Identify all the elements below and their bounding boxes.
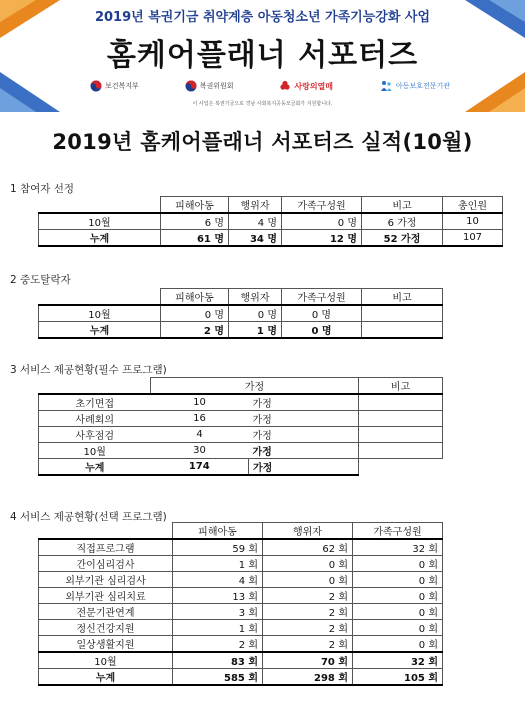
table-cell: 12 명 [282,230,362,247]
row-label: 사후점검 [39,427,151,443]
table-cell: 105 회 [353,669,443,686]
table-cell: 0 명 [282,213,362,230]
table-cell: 107 [443,230,503,247]
column-header: 피해아동 [173,523,263,540]
column-header: 행위자 [263,523,353,540]
table-cell: 1 회 [173,556,263,572]
row-label: 누계 [39,322,161,339]
table-cell: 4 명 [229,213,282,230]
table-cell: 52 가정 [362,230,443,247]
table-cell: 0 명 [282,305,362,322]
row-label: 전문기관연계 [39,604,173,620]
table-row [39,539,443,556]
table-cell: 0 명 [282,322,362,339]
section-title-participants: 1 참여자 선정 [10,183,75,195]
table-cell: 4 회 [173,572,263,588]
table-row-total [39,669,443,686]
table-cell: 0 회 [353,556,443,572]
table-row [39,572,443,588]
table-row [39,411,443,427]
table-header-row [39,378,443,395]
table-cell: 0 회 [263,572,353,588]
table-header-row [39,197,503,214]
table-cell: 585 회 [173,669,263,686]
table-cell: 13 회 [173,588,263,604]
sponsor-logos [90,80,450,92]
table-row [39,652,443,669]
table-row [39,213,503,230]
column-header: 행위자 [229,289,282,306]
row-label: 외부기관 심리검사 [39,572,173,588]
table-cell: 0 회 [353,588,443,604]
logo-child-protection [379,80,450,92]
table-cell: 10 [151,394,249,411]
column-header: 비고 [359,378,443,395]
section-title-dropouts: 2 중도탈락자 [10,274,71,286]
unit-label: 가정 [249,427,359,443]
table-header-row [39,523,443,540]
dropouts-table [38,288,443,339]
table-cell: 32 회 [353,652,443,669]
table-cell [362,305,443,322]
table-cell: 61 명 [161,230,229,247]
table-row-total [39,322,443,339]
table-row [39,588,443,604]
table-cell: 0 명 [229,305,282,322]
table-cell: 0 명 [161,305,229,322]
table-cell: 16 [151,411,249,427]
row-label: 외부기관 심리치료 [39,588,173,604]
unit-label: 가정 [249,394,359,411]
logo-label: 아동보호전문기관 [395,82,450,90]
row-label: 직접프로그램 [39,539,173,556]
column-header: 가정 [151,378,359,395]
logo-label: 사랑의열매 [294,81,334,91]
table-cell: 62 회 [263,539,353,556]
required-program-table [38,377,443,476]
row-label: 간이심리검사 [39,556,173,572]
table-row-total [39,459,443,476]
table-row [39,427,443,443]
row-label: 10월 [39,443,151,459]
table-cell: 30 [151,443,249,459]
column-header: 피해아동 [161,197,229,214]
column-header: 비고 [362,289,443,306]
logo-label: 복권위원회 [199,82,234,90]
table-cell: 0 회 [353,604,443,620]
table-cell: 6 가정 [362,213,443,230]
logo-fruit [279,80,333,92]
table-cell: 174 [151,459,249,476]
page-title: 2019년 홈케어플래너 서포터즈 실적(10월) [52,130,473,154]
column-header: 비고 [362,197,443,214]
table-cell [362,322,443,339]
banner-note: 이 사업은 복권기금으로 경남 사회복지공동모금회가 지원합니다. [192,101,333,107]
row-label: 누계 [39,459,151,476]
row-label: 초기면접 [39,394,151,411]
table-cell: 4 [151,427,249,443]
table-cell: 0 회 [353,636,443,653]
unit-label: 가정 [249,411,359,427]
row-label: 10월 [39,213,161,230]
table-cell: 2 회 [263,588,353,604]
column-header: 피해아동 [161,289,229,306]
table-cell: 6 명 [161,213,229,230]
table-cell: 1 명 [229,322,282,339]
table-cell: 2 회 [173,636,263,653]
table-cell: 3 회 [173,604,263,620]
row-label: 일상생활지원 [39,636,173,653]
logo-ministry [90,80,139,92]
table-cell: 32 회 [353,539,443,556]
column-header: 가족구성원 [282,197,362,214]
optional-program-table [38,522,443,686]
table-header-row [39,289,443,306]
row-label: 10월 [39,652,173,669]
row-label: 사례회의 [39,411,151,427]
row-label: 정신건강지원 [39,620,173,636]
child-protection-icon [379,80,393,92]
column-header: 가족구성원 [353,523,443,540]
table-cell: 83 회 [173,652,263,669]
logo-label: 보건복지부 [105,82,139,90]
row-label: 10월 [39,305,161,322]
taegeuk-icon [185,80,197,92]
table-cell: 2 회 [263,636,353,653]
table-row [39,443,443,459]
row-label: 누계 [39,669,173,686]
table-cell: 70 회 [263,652,353,669]
header-banner [0,0,525,112]
table-cell: 0 회 [353,620,443,636]
unit-label: 가정 [249,443,359,459]
section-title-optional-program: 4 서비스 제공현황(선택 프로그램) [10,511,167,523]
table-row [39,305,443,322]
column-header: 가족구성원 [282,289,362,306]
banner-subtitle: 2019년 복권기금 취약계층 아동청소년 가족기능강화 사업 [94,10,431,25]
row-label: 누계 [39,230,161,247]
table-cell: 59 회 [173,539,263,556]
table-cell: 34 명 [229,230,282,247]
table-cell: 2 회 [263,604,353,620]
section-title-required-program: 3 서비스 제공현황(필수 프로그램) [10,364,167,376]
column-header: 행위자 [229,197,282,214]
participants-table [38,196,503,247]
unit-label: 가정 [249,459,359,476]
table-row [39,636,443,653]
table-cell: 2 명 [161,322,229,339]
table-row [39,556,443,572]
table-cell: 2 회 [263,620,353,636]
taegeuk-icon [90,80,102,92]
fruit-icon [279,80,291,92]
table-row [39,604,443,620]
logo-lottery [185,80,234,92]
table-cell: 1 회 [173,620,263,636]
table-cell: 298 회 [263,669,353,686]
table-row [39,620,443,636]
table-cell: 0 회 [263,556,353,572]
banner-title: 홈케어플래너 서포터즈 [106,38,419,73]
table-row-total [39,230,503,247]
column-header: 총인원 [443,197,503,214]
table-cell: 10 [443,213,503,230]
table-cell: 0 회 [353,572,443,588]
table-row [39,394,443,411]
